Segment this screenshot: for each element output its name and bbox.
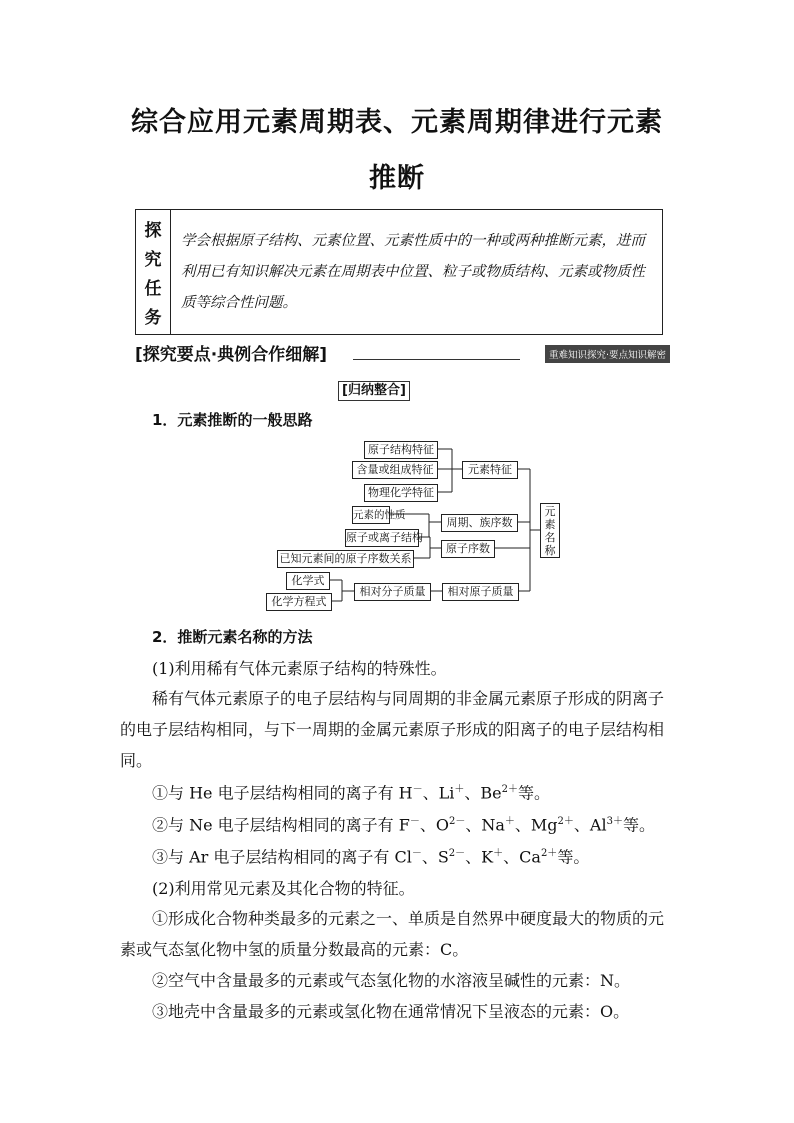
flow-box-atomic-structure: 原子结构特征 (364, 441, 438, 459)
flow-box-element-name: 元素名称 (540, 503, 560, 558)
subheading-1: (1)利用稀有气体元素原子结构的特殊性。 (152, 659, 447, 678)
summary-badge: [归纳整合] (338, 381, 410, 401)
ne-ions-line: ②与 Ne 电子层结构相同的离子有 F－、$O^{2-}$、Na＋、$Mg^{2+}$、$Al^{3+}$等。 (152, 815, 655, 835)
item-oxygen: ③地壳中含量最多的元素或氢化物在通常情况下呈液态的元素：O。 (152, 1002, 630, 1021)
heading-1: 1．元素推断的一般思路 (152, 411, 313, 429)
flow-box-element-property: 元素的性质 (352, 506, 390, 524)
heading-2: 2．推断元素名称的方法 (152, 628, 313, 646)
flow-box-period-group: 周期、族序数 (441, 514, 518, 532)
subheading-2: (2)利用常见元素及其化合物的特征。 (152, 879, 415, 898)
section-title: [探究要点·典例合作细解] (135, 345, 327, 365)
page-title-line1: 综合应用元素周期表、元素周期律进行元素 (131, 107, 663, 138)
page-title-line2: 推断 (369, 163, 425, 194)
flow-box-formula: 化学式 (286, 572, 330, 590)
task-text: 学会根据原子结构、元素位置、元素性质中的一种或两种推断元素，进而利用已有知识解决元素在周期表中位置、粒子或物质结构、元素或物质性质等综合性问题。 (181, 233, 645, 311)
flow-box-element-feature: 元素特征 (462, 461, 518, 479)
flow-box-atomic-mass: 相对原子质量 (442, 583, 519, 601)
he-ions-line: ①与 He 电子层结构相同的离子有 H－、Li＋、$Be^{2+}$等。 (152, 783, 551, 803)
task-label-char: 任 (144, 279, 162, 299)
item-nitrogen: ②空气中含量最多的元素或气态氢化物的水溶液呈碱性的元素：N。 (152, 971, 631, 990)
task-label-char: 究 (144, 250, 162, 270)
task-label-char: 务 (144, 308, 162, 328)
ar-ions-line: ③与 Ar 电子层结构相同的离子有 Cl－、$S^{2-}$、K＋、$Ca^{2+}$等。 (152, 847, 590, 867)
paragraph-1: 稀有气体元素原子的电子层结构与同周期的非金属元素原子形成的阴离子的电子层结构相同，与下一周期的金属元素原子形成的阳离子的电子层结构相同。 (120, 689, 665, 770)
flow-box-physchem: 物理化学特征 (364, 484, 438, 502)
section-tag: 重难知识探究·要点知识解密 (545, 345, 670, 363)
flow-box-ion-structure: 原子或离子结构 (345, 529, 419, 547)
flow-box-content-composition: 含量或组成特征 (352, 461, 438, 479)
flow-box-equation: 化学方程式 (266, 593, 332, 611)
item-carbon: ①形成化合物种类最多的元素之一、单质是自然界中硬度最大的物质的元素或气态氢化物中氢的质量分数最高的元素：C。 (120, 909, 665, 959)
flow-box-molecular-mass: 相对分子质量 (354, 583, 431, 601)
flow-box-atomic-number: 原子序数 (441, 540, 495, 558)
flow-box-known-relation: 已知元素间的原子序数关系 (277, 550, 414, 568)
task-label-char: 探 (144, 221, 162, 241)
